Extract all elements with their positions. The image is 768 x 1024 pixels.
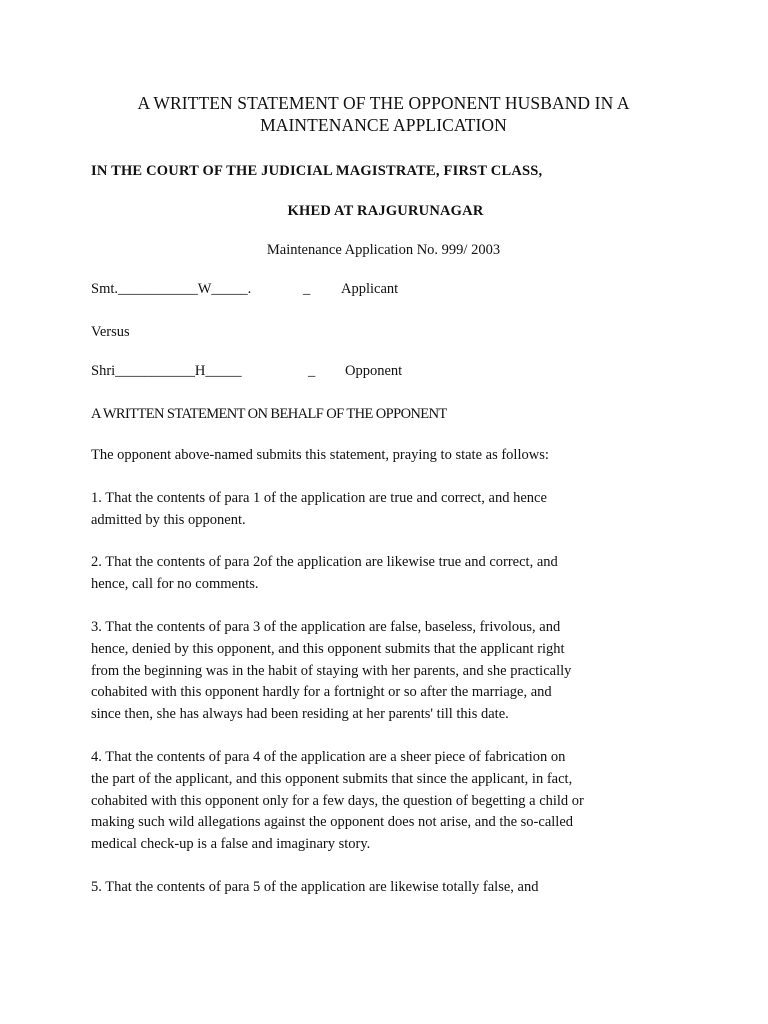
numbered-paragraphs	[91, 488, 676, 899]
paragraph-1	[91, 488, 676, 532]
paragraph-2	[91, 552, 676, 596]
paragraph-line: medical check-up is a false and imaginary story.	[91, 836, 371, 853]
applicant-dash: _	[303, 281, 311, 297]
paragraph-line: cohabited with this opponent hardly for a fortnight or so after the marriage, and	[91, 684, 552, 701]
paragraph-line: 3. That the contents of para 3 of the application are false, baseless, frivolous, and	[91, 618, 561, 635]
court-name: IN THE COURT OF THE JUDICIAL MAGISTRATE, FIRST CLASS,	[91, 163, 543, 179]
applicant-role: Applicant	[341, 281, 399, 297]
paragraph-line: admitted by this opponent.	[91, 511, 246, 528]
application-number: Maintenance Application No. 999/ 2003	[266, 242, 501, 258]
opponent-role: Opponent	[345, 363, 403, 379]
paragraph-line: making such wild allegations against the opponent does not arise, and the so-called	[91, 814, 574, 831]
opponent-name: Shri___________H_____	[91, 363, 242, 379]
statement-heading: A WRITTEN STATEMENT ON BEHALF OF THE OPPONENT	[91, 406, 447, 422]
applicant-name: Smt.___________W_____.	[91, 281, 252, 297]
paragraph-3	[91, 617, 676, 726]
title-line-2: MAINTENANCE APPLICATION	[260, 115, 507, 135]
paragraph-4	[91, 747, 676, 856]
paragraph-line: hence, call for no comments.	[91, 576, 259, 593]
paragraph-line: hence, denied by this opponent, and this opponent submits that the applicant right	[91, 640, 565, 657]
paragraph-line: cohabited with this opponent only for a few days, the question of begetting a child or	[91, 792, 584, 809]
paragraph-line: the part of the applicant, and this opponent submits that since the applicant, in fact,	[91, 770, 573, 787]
paragraph-line: from the beginning was in the habit of staying with her parents, and she practically	[91, 662, 572, 679]
opponent-line	[91, 363, 676, 384]
document-title	[91, 92, 676, 136]
paragraph-line: 4. That the contents of para 4 of the application are a sheer piece of fabrication on	[91, 748, 566, 765]
paragraph-line: 1. That the contents of para 1 of the application are true and correct, and hence	[91, 489, 547, 506]
title-line-1: A WRITTEN STATEMENT OF THE OPPONENT HUSBAND IN A	[137, 93, 630, 113]
paragraph-5	[91, 877, 676, 899]
versus-label: Versus	[91, 324, 130, 340]
opponent-dash: _	[308, 363, 316, 379]
applicant-line	[91, 281, 676, 302]
paragraph-line: 2. That the contents of para 2of the application are likewise true and correct, and	[91, 554, 558, 571]
intro-paragraph: The opponent above-named submits this statement, praying to state as follows:	[91, 447, 549, 463]
paragraph-line: 5. That the contents of para 5 of the application are likewise totally false, and	[91, 878, 539, 895]
court-place: KHED AT RAJGURUNAGAR	[287, 203, 484, 219]
paragraph-line: since then, she has always had been residing at her parents' till this date.	[91, 706, 509, 723]
